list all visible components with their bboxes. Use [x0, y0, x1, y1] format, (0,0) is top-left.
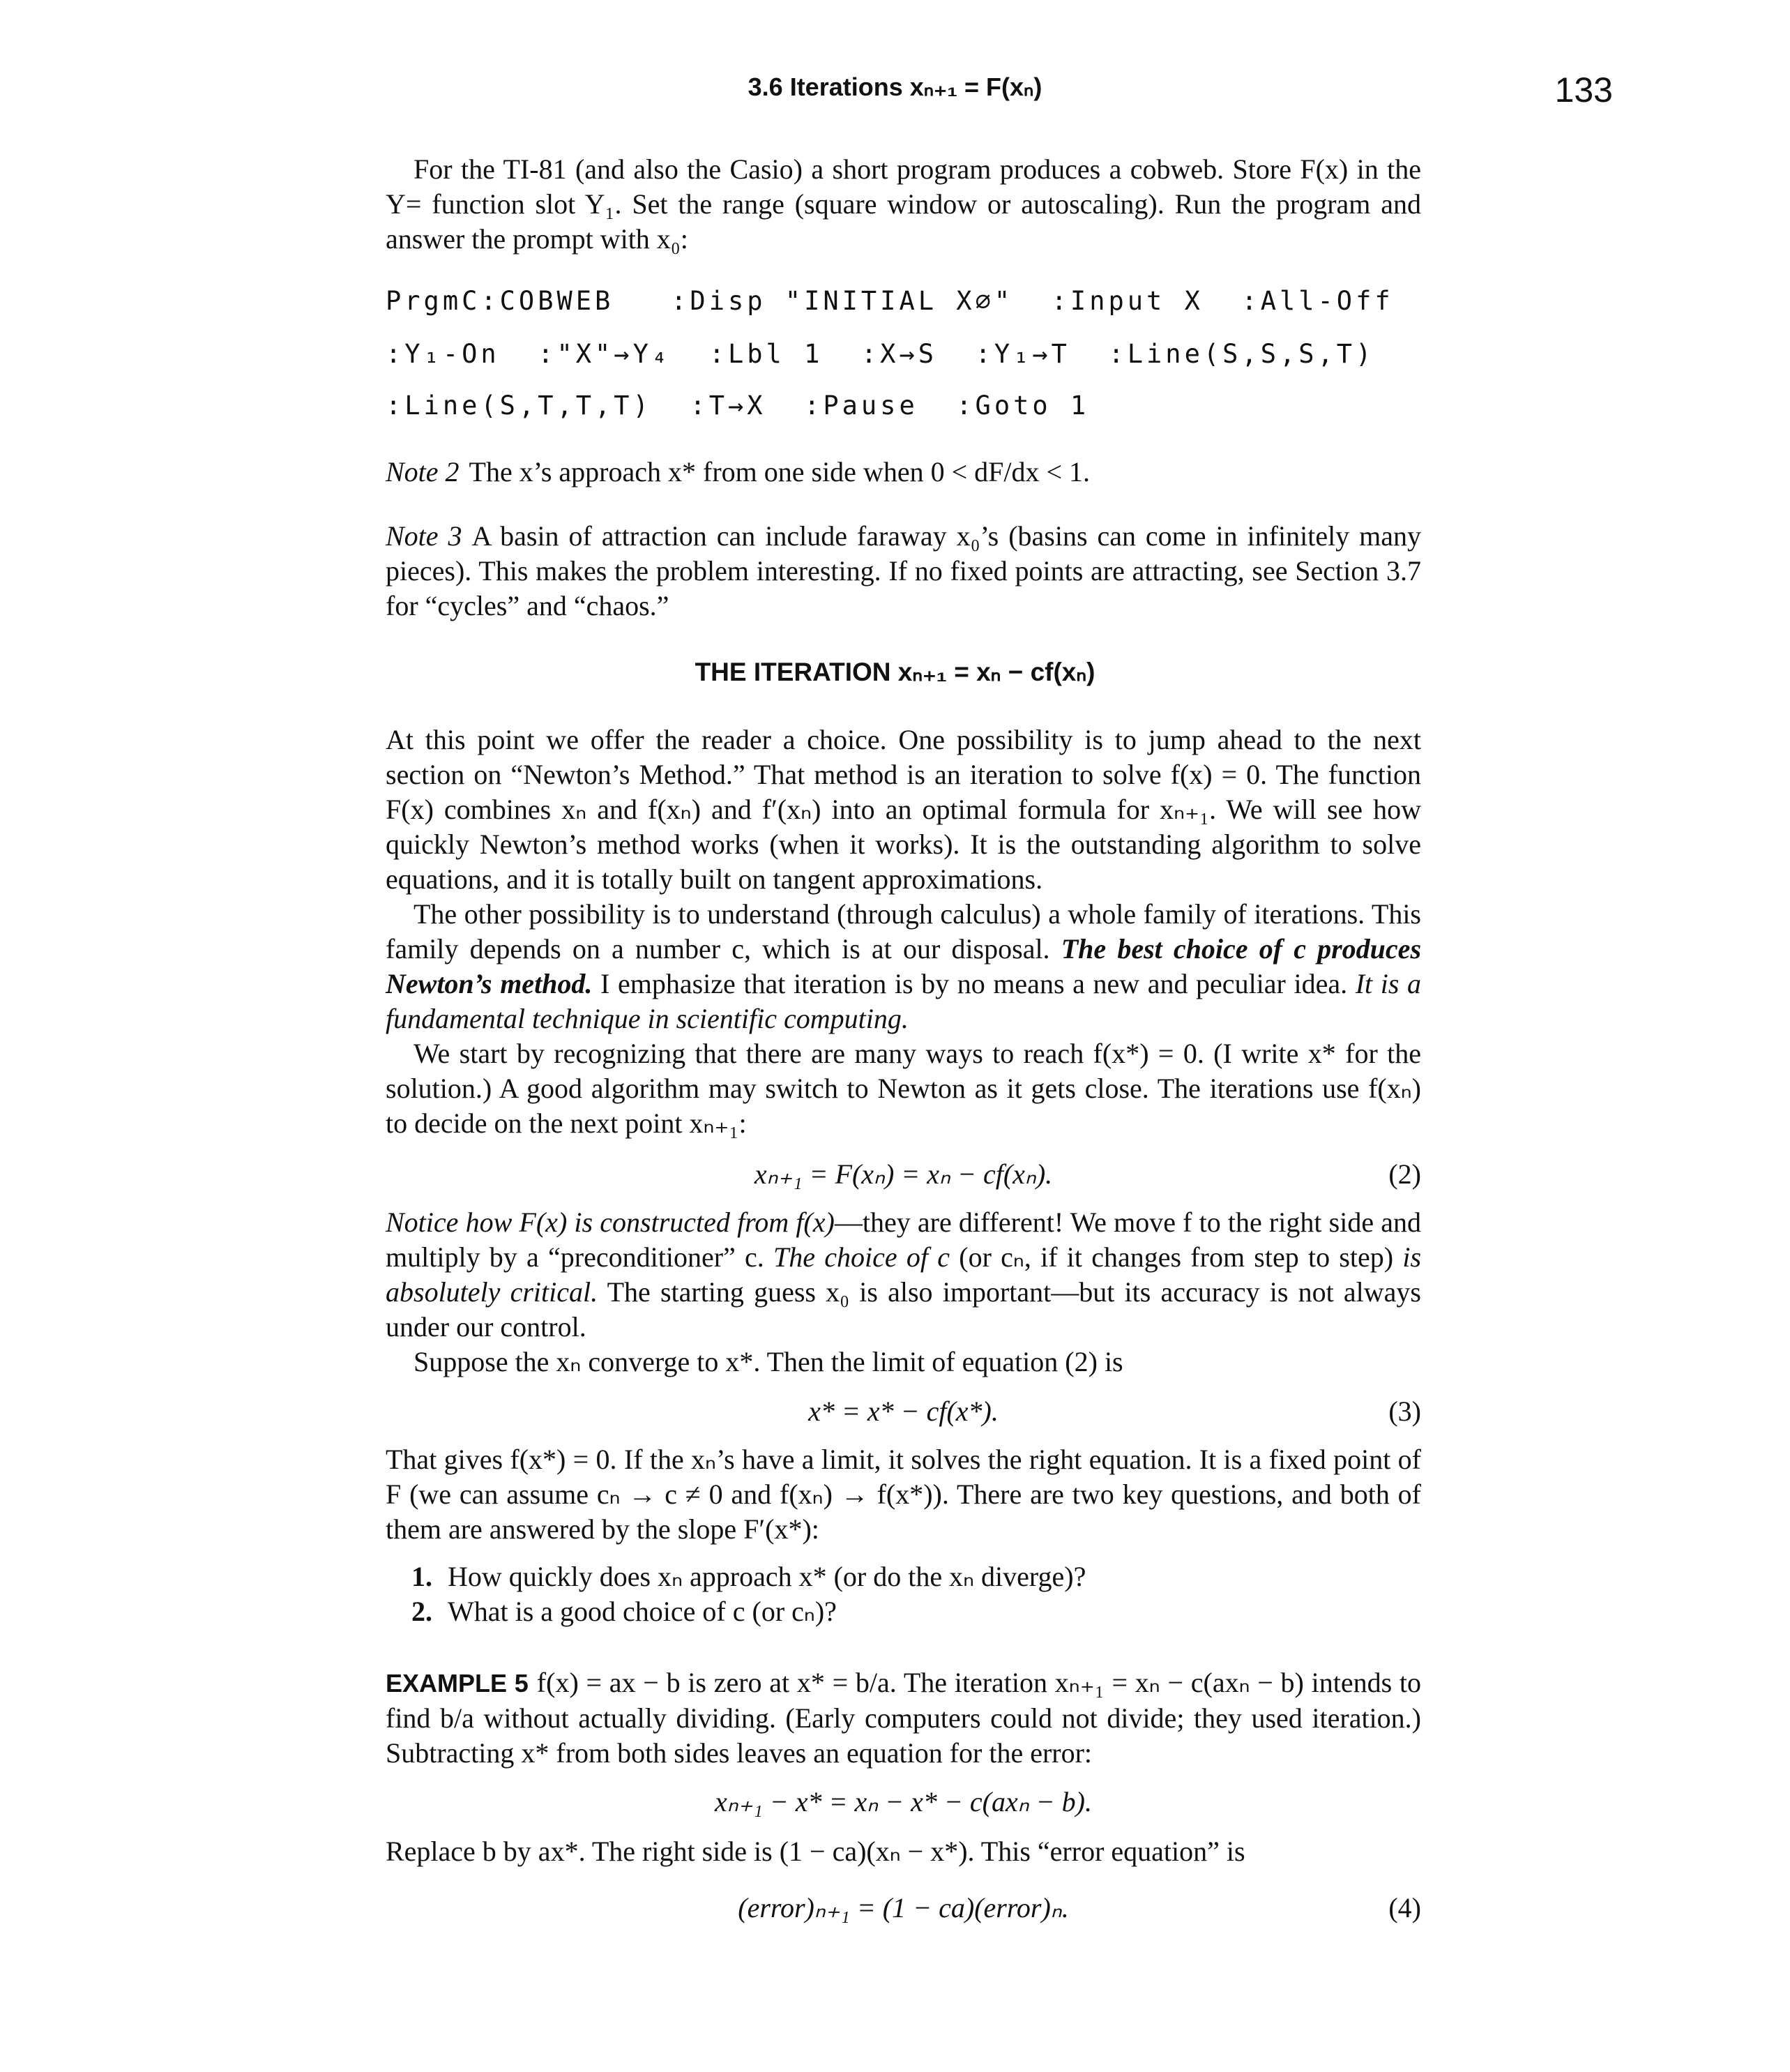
- key-questions-list: [411, 1559, 1421, 1629]
- list-item-number: 1.: [411, 1561, 432, 1592]
- equation-3-text: x* = x* − cf(x*).: [808, 1396, 999, 1427]
- paragraph-replace-text: Replace b by ax*. The right side is (1 − ca)(xₙ − x*). This “error equation” is: [386, 1836, 1245, 1867]
- note-2-label: Note 2: [386, 456, 460, 487]
- paragraph-newton-choice: At this point we offer the reader a choice. One possibility is to jump ahead to the next section on “Newton’s Method.” That method is an iteration to solve f(x) = 0. The function F(x) combines xₙ and f(xₙ) and f′(xₙ) into an optimal formula for xₙ₊₁. We will see how quickly Newton’s method works (when it works). It is the outstanding algorithm to solve equations, and it is totally built on tangent approximations.: [386, 724, 1421, 895]
- emphasis-best-choice: The best choice of c produces Newton’s method.: [386, 933, 1422, 999]
- example-text: f(x) = ax − b is zero at x* = b/a. The iteration xₙ₊₁ = xₙ − c(axₙ − b) intends to find b/a without actually dividing. (Early computers could not divide; they used iteration.) Subtracting x* from both sides leaves an equation for the error:: [386, 1667, 1422, 1769]
- running-head: 3.6 Iterations xₙ₊₁ = F(xₙ): [748, 73, 1042, 101]
- note-3-text: A basin of attraction can include faraway x₀’s (basins can come in infinitely many pieces). This makes the problem interesting. If no fixed points are attracting, see Section 3.7 for “cycles” and “chaos.”: [386, 520, 1421, 621]
- equation-2-text: xₙ₊₁ = F(xₙ) = xₙ − cf(xₙ).: [754, 1158, 1053, 1190]
- program-line-3: :Line(S,T,T,T) :T→X :Pause :Goto 1: [386, 391, 1090, 421]
- intro-paragraph: [386, 152, 1421, 257]
- error-equation: [386, 1785, 1421, 1818]
- emphasis-critical: is absolutely critical.: [386, 1241, 1422, 1308]
- equation-4-number: (4): [1388, 1892, 1421, 1923]
- program-line-1: PrgmC:COBWEB :Disp "INITIAL X∅" :Input X :All-Off: [386, 286, 1394, 316]
- emphasis-notice: Notice how F(x) is constructed from f(x): [386, 1207, 835, 1238]
- notice-text-3: The starting guess x₀ is also important—but its accuracy is not always under our control.: [386, 1276, 1421, 1343]
- example-5: [386, 1665, 1421, 1771]
- note-3-label: Note 3: [386, 520, 462, 552]
- intro-text: For the TI-81 (and also the Casio) a short program produces a cobweb. Store F(x) in the Y= function slot Y₁. Set the range (square window or autoscaling). Run the program and answer the prompt with x₀:: [386, 153, 1421, 255]
- equation-2: [386, 1158, 1421, 1190]
- paragraph-notice: [386, 1205, 1421, 1379]
- list-item-text: What is a good choice of c (or cₙ)?: [448, 1596, 837, 1627]
- note-3: [386, 519, 1421, 623]
- paragraph-start: We start by recognizing that there are many ways to reach f(x*) = 0. (I write x* for the solution.) A good algorithm may switch to Newton as it gets close. The iterations use f(xₙ) to decide on the next point xₙ₊₁:: [386, 1038, 1421, 1139]
- list-item-number: 2.: [411, 1596, 432, 1627]
- paragraph-family-text-2: I emphasize that iteration is by no means a new and peculiar idea.: [600, 968, 1348, 999]
- equation-2-number: (2): [1388, 1158, 1421, 1190]
- equation-3: [386, 1395, 1421, 1428]
- paragraph-fixed-point-text: That gives f(x*) = 0. If the xₙ’s have a limit, it solves the right equation. It is a fixed point of F (we can assume cₙ → c ≠ 0 and f(xₙ) → f(x*)). There are two key questions, and both of them are answered by the slope F′(x*):: [386, 1444, 1421, 1545]
- emphasis-choice: The choice of c: [773, 1241, 950, 1273]
- equation-3-number: (3): [1388, 1396, 1421, 1427]
- paragraph-family-text: The other possibility is to understand (through calculus) a whole family of iterations. This family depends on a number c, which is at our disposal.: [386, 898, 1421, 965]
- list-item-text: How quickly does xₙ approach x* (or do the xₙ diverge)?: [448, 1561, 1086, 1592]
- notice-text-2: (or cₙ, if it changes from step to step): [959, 1241, 1394, 1273]
- emphasis-fundamental: It is a fundamental technique in scientific computing.: [386, 968, 1422, 1034]
- notice-text: —they are different! We move f to the right side and multiply by a “preconditioner” c.: [386, 1207, 1421, 1273]
- paragraph-fixed-point: [386, 1442, 1421, 1547]
- section-heading: THE ITERATION xₙ₊₁ = xₙ − cf(xₙ): [695, 658, 1095, 686]
- equation-4-text: (error)ₙ₊₁ = (1 − ca)(error)ₙ.: [738, 1892, 1069, 1923]
- note-2: [386, 455, 1421, 490]
- paragraph-family: [386, 897, 1421, 1036]
- page-number: 133: [1554, 70, 1613, 109]
- example-label: EXAMPLE 5: [386, 1669, 529, 1697]
- list-item: [411, 1594, 1421, 1629]
- paragraph-replace: [386, 1834, 1421, 1869]
- paragraph-suppose: Suppose the xₙ converge to x*. Then the limit of equation (2) is: [414, 1346, 1123, 1377]
- body-paragraphs: [386, 723, 1421, 1141]
- error-equation-text: xₙ₊₁ − x* = xₙ − x* − c(axₙ − b).: [715, 1786, 1092, 1817]
- equation-4: [386, 1891, 1421, 1924]
- list-item: [411, 1559, 1421, 1594]
- program-line-2: :Y₁-On :"X"→Y₄ :Lbl 1 :X→S :Y₁→T :Line(S,S,S,T): [386, 339, 1375, 369]
- note-2-text: The x’s approach x* from one side when 0 < dF/dx < 1.: [469, 456, 1091, 487]
